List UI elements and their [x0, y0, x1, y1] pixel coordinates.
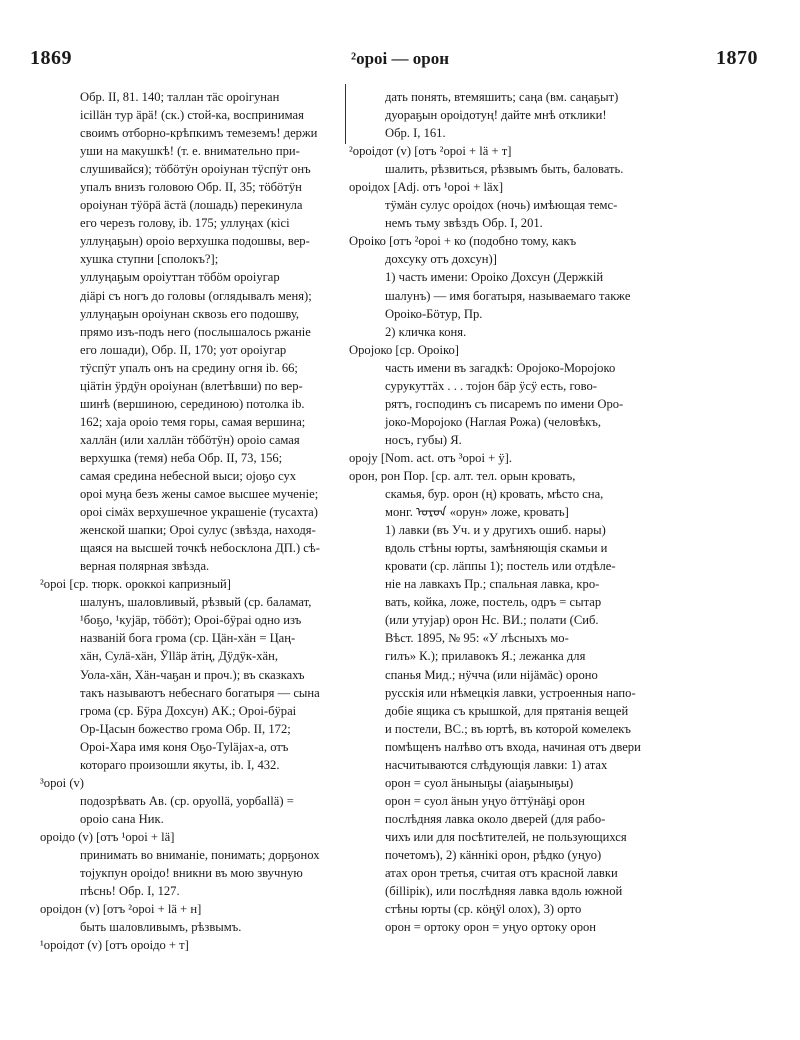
- text-line: почетомъ), 2) кӓннікі орон, рѣдко (уңуо): [385, 847, 602, 862]
- text-line: грома (ср. Бӱра Дохсун) АК.; Ороі-бӱраі: [80, 703, 297, 718]
- text-line: русскія или нѣмецкія лавки, устроенныя напо-: [385, 685, 636, 700]
- text-line: ороідо (v) [отъ ¹ороі + lӓ]: [40, 829, 175, 844]
- text-line: дать понять, втемяшить; саңа (вм. саңаҕыт): [385, 90, 619, 104]
- text-line: котораго произошли якуты, ib. I, 432.: [80, 757, 280, 772]
- text-line: ороідон (v) [отъ ²ороі + lӓ + н]: [40, 902, 202, 917]
- text-line: верная полярная звѣзда.: [80, 559, 210, 574]
- text-line: женской шапки; Ороі сулус (звѣзда, находя-: [80, 523, 316, 538]
- text-line: Обр. I, 161.: [385, 126, 446, 141]
- text-line: дуораҕын ороідотуң! дайте мнѣ отклики!: [385, 108, 607, 123]
- left-column: [40, 88, 340, 954]
- text-line: немъ тьму звѣздъ Обр. I, 201.: [385, 216, 543, 231]
- text-line: пѣснь! Обр. I, 127.: [80, 884, 180, 899]
- text-line: ³ороі (v): [40, 775, 84, 790]
- text-line: Уола-хӓн, Хӓн-чаҕан и проч.); въ сказкахъ: [80, 667, 305, 682]
- text-line: насчитываются слѣдующія лавки: 1) атах: [385, 757, 608, 772]
- text-line: 2) кличка коня.: [385, 324, 467, 339]
- text-line: рятъ, господинъ съ писаремъ по имени Оро-: [385, 396, 624, 411]
- text-line: 162; хаја ороіо темя горы, самая вершина;: [80, 414, 306, 429]
- text-line: Ор-Цасын божество грома Обр. II, 172;: [80, 721, 291, 736]
- text-line: ороіунан тӱӧрӓ ӓстӓ (лошадь) перекинула: [80, 198, 303, 213]
- text-line: халлӓн (или халлӓн тӧбӧтӱн) ороіо самая: [80, 432, 300, 447]
- text-line: щаяся на высшей точкѣ небосклона ДП.) сѣ-: [80, 541, 320, 556]
- text-line: верхушка (темя) неба Обр. II, 73, 156;: [80, 450, 283, 465]
- text-line: 1) лавки (въ Уч. и у другихъ ошиб. нары): [385, 523, 606, 538]
- text-line: часть имени въ загадкѣ: Оројоко-Моројоко: [385, 360, 616, 375]
- text-line: вдоль стѣны юрты, замѣняющія скамьи и: [385, 541, 608, 556]
- text-line: 1) часть имени: Ороіко Дохсун (Держкій: [385, 270, 604, 285]
- text-line: Ороіко [отъ ²ороі + ко (подобно тому, какъ: [349, 234, 577, 249]
- text-line: ороіо сана Ник.: [80, 811, 164, 826]
- text-line: своимъ отборно-крѣпкимъ темеземъ! держи: [80, 126, 318, 141]
- text-line: чихъ или для посѣтителей, не пользующихся: [385, 829, 627, 844]
- text-line: быть шаловливымъ, рѣзвымъ.: [80, 920, 242, 935]
- text-line: носъ, губы) Я.: [385, 432, 462, 447]
- text-line: уши на макушкѣ! (т. е. внимательно при-: [80, 144, 300, 159]
- text-line: дохсуку отъ дохсун)]: [385, 252, 497, 267]
- text-line: такъ называютъ небеснаго богатыря — сына: [80, 685, 320, 700]
- text-line: стѣны юрты (ср. кӧңӱl олох), 3) орто: [385, 902, 582, 917]
- text-line: вать, койка, ложе, постель, одръ = сытар: [385, 595, 602, 610]
- text-line: тӱспӱт упалъ онъ на средину огня ib. 66;: [80, 360, 298, 375]
- running-head: ²ороі — орон: [350, 49, 450, 68]
- text-line: упалъ внизъ головою Обр. II, 35; тӧбӧтӱн: [80, 180, 302, 195]
- text-line: ²ороідот (v) [отъ ²ороі + lӓ + т]: [349, 144, 512, 159]
- text-line: помѣщенъ налѣво отъ входа, начиная отъ двери: [385, 739, 641, 754]
- text-line: Оројоко [ср. Ороіко]: [349, 342, 459, 357]
- text-line: ¹боҕо, ¹кујӓр, тӧбӧт); Ороі-бӱраі одно изъ: [80, 613, 302, 628]
- text-line: шалунъ) — имя богатыря, называемаго также: [385, 288, 631, 303]
- text-line: орон = суол ӓныныҕы (аіаҕыныҕы): [385, 775, 574, 790]
- text-line: ороідох [Adj. отъ ¹ороі + lӓх]: [349, 180, 504, 195]
- text-line: кровати (ср. лӓппы 1); постель или отдѣле-: [385, 559, 616, 574]
- text-line: уллуңаҕын ороіунан сквозь его подошву,: [80, 306, 300, 321]
- text-line: его лошади), Обр. II, 170; уот ороіугар: [80, 342, 287, 357]
- text-line: ісіllӓн тур ӓрӓ! (ск.) стой-ка, воспринимая: [80, 108, 304, 123]
- text-line: монг. ᠣᠷᠤᠨ «орун» ложе, кровать]: [385, 505, 569, 520]
- text-line: тојукпун ороідо! вникни въ мою звучную: [80, 866, 303, 881]
- text-line: Ороіко-Бӧтур, Пр.: [385, 306, 483, 321]
- text-line: ціӓтін ӱрдӱн ороіунан (влетѣвши) по вер-: [80, 378, 303, 393]
- text-line: ¹ороідот (v) [отъ ороідо + т]: [40, 938, 189, 953]
- text-line: гилъ» К.); прилавокъ Я.; лежанка для: [385, 649, 586, 664]
- text-line: ніе на лавкахъ Пр.; спальная лавка, кро-: [385, 577, 600, 592]
- text-line: тӱмӓн сулус ороідох (ночь) имѣющая темс-: [385, 198, 618, 213]
- text-line: діӓрі съ ногъ до головы (оглядывалъ меня);: [80, 288, 312, 303]
- text-line: Ороі-Хара имя коня Оҕо-Туläјах-а, отъ: [80, 739, 289, 754]
- right-column: [345, 88, 790, 936]
- text-line: (біllірік), или послѣдняя лавка вдоль южной: [385, 884, 623, 899]
- text-line: ороју [Nom. act. отъ ³ороі + ӱ].: [349, 450, 512, 465]
- page-number-right: 1870: [716, 47, 758, 69]
- text-line: ороі муңа безъ жены самое высшее мученіе;: [80, 487, 319, 502]
- text-line: скамья, бур. орон (ң) кровать, мѣсто сна,: [385, 487, 604, 502]
- text-line: спанья Мид.; нӱчча (или ніјӓмӓс) ороно: [385, 667, 598, 682]
- text-line: Обр. II, 81. 140; таллан тӓс ороігунан: [80, 90, 280, 104]
- text-line: орон = суол ӓнын уңуо ӧттӱнӓҕі орон: [385, 793, 585, 808]
- text-line: шалунъ, шаловливый, рѣзвый (ср. баламат,: [80, 595, 312, 610]
- text-line: (или утујар) орон Нс. ВИ.; полати (Сиб.: [385, 613, 599, 628]
- text-line: ороі сімӓх верхушечное украшеніе (тусахта): [80, 505, 318, 520]
- text-line: слушивайся); тӧбӧтӱн ороіунан тӱспӱт онъ: [80, 162, 311, 177]
- text-line: орон, рон Пор. [ср. алт. тел. орын кровать,: [349, 468, 576, 483]
- text-line: хӓн, Сулӓ-хӓн, Ӱllӓр ӓтің, Дӱдӱк-хӓн,: [80, 649, 279, 664]
- text-line: шинѣ (вершиною, серединою) потолка ib.: [80, 396, 305, 411]
- text-line: орон = ортоку орон = уңуо ортоку орон: [385, 920, 597, 935]
- text-line: шалить, рѣзвиться, рѣзвымъ быть, баловать.: [385, 162, 624, 177]
- text-line: добіе ящика съ крышкой, для прятанія вещей: [385, 703, 629, 718]
- text-line: сурукуттӓх . . . тојон бӓр ӱсӱ есть, гово-: [385, 378, 597, 393]
- text-line: уллуңаҕым ороіуттан тӧбӧм ороіугар: [80, 270, 280, 285]
- text-line: атах орон третья, считая отъ красной лавки: [385, 866, 618, 881]
- text-line: его черезъ голову, ib. 175; уллуңах (кісі: [80, 216, 290, 231]
- text-line: послѣдняя лавка около дверей (для рабо-: [385, 811, 606, 826]
- text-line: јоко-Моројоко (Наглая Рожа) (человѣкъ,: [385, 414, 602, 429]
- text-line: принимать во вниманіе, понимать; дорҕонох: [80, 847, 320, 862]
- page-number-left: 1869: [30, 47, 72, 69]
- text-line: и постели, ВС.; въ юртѣ, въ которой комелекъ: [385, 721, 631, 736]
- text-line: самая средина небесной выси; ојоҕо сух: [80, 468, 297, 483]
- text-line: Вѣст. 1895, № 95: «У лѣсныхъ мо-: [385, 631, 569, 646]
- text-line: прямо изъ-подъ него (послышалось ржаніе: [80, 324, 311, 339]
- text-line: подозрѣвать Ав. (ср. оруоllӓ, уорбаllӓ) =: [80, 793, 294, 808]
- text-line: ²ороі [ср. тюрк. ороккоі капризный]: [40, 577, 231, 592]
- text-line: уллуңаҕын) ороіо верхушка подошвы, вер-: [80, 234, 310, 249]
- text-line: названій бога грома (ср. Цӓн-хӓн = Цаң-: [80, 631, 296, 646]
- text-line: хушка ступни [сполокъ?];: [80, 252, 219, 267]
